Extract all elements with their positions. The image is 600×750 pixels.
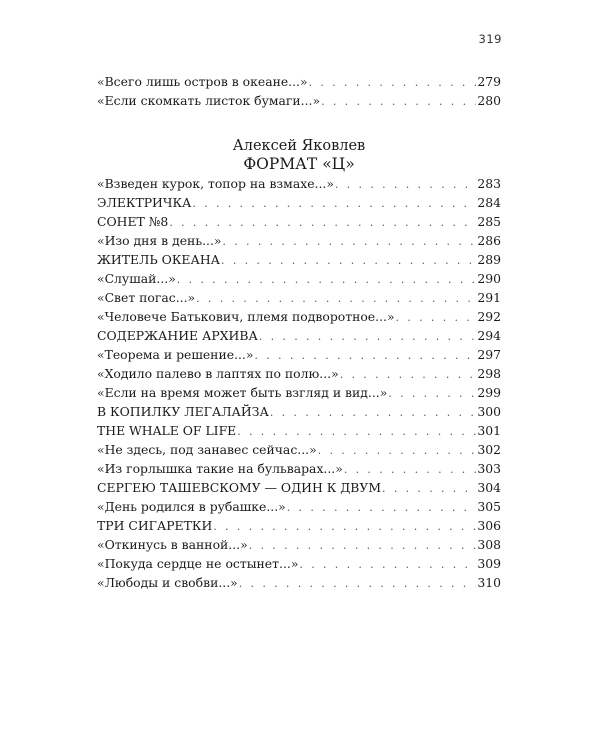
toc-top-list: [97, 72, 501, 110]
toc-entry-title: «Любоды и свобви...»: [97, 575, 238, 590]
toc-leader-dots: [321, 92, 476, 111]
toc-leader-dots: [196, 289, 476, 308]
toc-entry-page: 297: [477, 347, 501, 362]
toc-leader-dots: [287, 498, 477, 517]
toc-leader-dots: [299, 555, 476, 574]
toc-entry-title: «Не здесь, под занавес сейчас...»: [97, 442, 317, 457]
toc-entry-title: «Откинусь в ванной...»: [97, 537, 248, 552]
toc-entry-title: «Взведен курок, топор на взмахе...»: [97, 176, 334, 191]
toc-main-list: [97, 174, 501, 592]
toc-entry[interactable]: [97, 402, 501, 421]
toc-leader-dots: [192, 194, 476, 213]
toc-entry-title: «Если скомкать листок бумаги...»: [97, 93, 321, 108]
toc-entry[interactable]: [97, 250, 501, 269]
toc-entry-title: «Изо дня в день...»: [97, 233, 222, 248]
toc-entry-title: THE WHALE OF LIFE: [97, 423, 237, 438]
toc-entry-title: «Теорема и решение...»: [97, 347, 254, 362]
toc-entry-page: 298: [477, 366, 501, 381]
toc-entry[interactable]: [97, 269, 501, 288]
toc-entry[interactable]: [97, 345, 501, 364]
toc-entry-page: 290: [477, 271, 501, 286]
toc-leader-dots: [239, 574, 477, 593]
toc-entry-page: 289: [477, 252, 501, 267]
toc-entry[interactable]: [97, 421, 501, 440]
toc-leader-dots: [237, 422, 476, 441]
section-title: ФОРМАТ «Ц»: [243, 155, 355, 173]
toc-entry-title: «Всего лишь остров в океане...»: [97, 74, 308, 89]
toc-entry-title: «Свет погас...»: [97, 290, 196, 305]
toc-entry-page: 280: [477, 93, 501, 108]
toc-entry-title: СОДЕРЖАНИЕ АРХИВА: [97, 328, 258, 343]
toc-entry-page: 304: [477, 480, 501, 495]
toc-entry-title: «Если на время может быть взгляд и вид...»: [97, 385, 388, 400]
toc-entry-title: «Ходило палево в лаптях по полю...»: [97, 366, 339, 381]
toc-entry-title: «Покуда сердце не остынет...»: [97, 556, 299, 571]
toc-entry-page: 310: [477, 575, 501, 590]
toc-leader-dots: [270, 403, 477, 422]
toc-entry[interactable]: [97, 573, 501, 592]
toc-entry[interactable]: [97, 326, 501, 345]
toc-entry-page: 285: [477, 214, 501, 229]
toc-leader-dots: [259, 327, 477, 346]
toc-entry-page: 300: [477, 404, 501, 419]
toc-entry[interactable]: [97, 364, 501, 383]
toc-leader-dots: [382, 479, 476, 498]
toc-entry-page: 302: [477, 442, 501, 457]
toc-entry-page: 283: [477, 176, 501, 191]
toc-entry-page: 286: [477, 233, 501, 248]
toc-entry-title: «День родился в рубашке...»: [97, 499, 286, 514]
toc-entry-title: «Человече Батькович, племя подворотное...»: [97, 309, 395, 324]
toc-leader-dots: [222, 232, 476, 251]
toc-leader-dots: [213, 517, 476, 536]
toc-entry[interactable]: [97, 231, 501, 250]
toc-entry-title: ЖИТЕЛЬ ОКЕАНА: [97, 252, 221, 267]
toc-entry[interactable]: [97, 288, 501, 307]
toc-entry[interactable]: [97, 212, 501, 231]
toc-leader-dots: [335, 175, 476, 194]
toc-entry-title: ТРИ СИГАРЕТКИ: [97, 518, 213, 533]
toc-entry[interactable]: [97, 440, 501, 459]
toc-entry[interactable]: [97, 193, 501, 212]
toc-leader-dots: [221, 251, 476, 270]
page-number: 319: [478, 32, 502, 46]
toc-leader-dots: [249, 536, 477, 555]
toc-entry-page: 299: [477, 385, 501, 400]
toc-entry-page: 294: [477, 328, 501, 343]
toc-entry-page: 309: [477, 556, 501, 571]
toc-entry[interactable]: [97, 478, 501, 497]
toc-leader-dots: [318, 441, 477, 460]
toc-entry-page: 291: [477, 290, 501, 305]
toc-leader-dots: [177, 270, 477, 289]
toc-entry-title: ЭЛЕКТРИЧКА: [97, 195, 192, 210]
toc-entry[interactable]: [97, 535, 501, 554]
toc-entry-page: 301: [477, 423, 501, 438]
toc-leader-dots: [388, 384, 476, 403]
toc-leader-dots: [169, 213, 476, 232]
toc-entry-page: 284: [477, 195, 501, 210]
toc-entry-page: 306: [477, 518, 501, 533]
toc-entry[interactable]: [97, 383, 501, 402]
toc-leader-dots: [344, 460, 477, 479]
toc-entry-page: 305: [477, 499, 501, 514]
toc-entry-page: 303: [477, 461, 501, 476]
toc-entry[interactable]: [97, 174, 501, 193]
toc-entry-page: 279: [477, 74, 501, 89]
toc-entry-title: «Слушай...»: [97, 271, 176, 286]
toc-leader-dots: [309, 73, 477, 92]
toc-entry-title: «Из горлышка такие на бульварах...»: [97, 461, 343, 476]
toc-entry-title: СЕРГЕЮ ТАШЕВСКОМУ — ОДИН К ДВУМ: [97, 480, 382, 495]
toc-entry-page: 292: [477, 309, 501, 324]
toc-leader-dots: [396, 308, 477, 327]
toc-entry[interactable]: [97, 554, 501, 573]
toc-entry-title: СОНЕТ №8: [97, 214, 169, 229]
toc-entry[interactable]: [97, 91, 501, 110]
toc-leader-dots: [340, 365, 477, 384]
toc-entry[interactable]: [97, 459, 501, 478]
toc-entry[interactable]: [97, 497, 501, 516]
toc-entry[interactable]: [97, 516, 501, 535]
section-heading: [97, 137, 501, 173]
toc-entry[interactable]: [97, 72, 501, 91]
author-name: Алексей Яковлев: [232, 138, 366, 154]
toc-entry-title: В КОПИЛКУ ЛЕГАЛАЙЗА: [97, 404, 269, 419]
toc-leader-dots: [254, 346, 476, 365]
toc-entry[interactable]: [97, 307, 501, 326]
toc-entry-page: 308: [477, 537, 501, 552]
